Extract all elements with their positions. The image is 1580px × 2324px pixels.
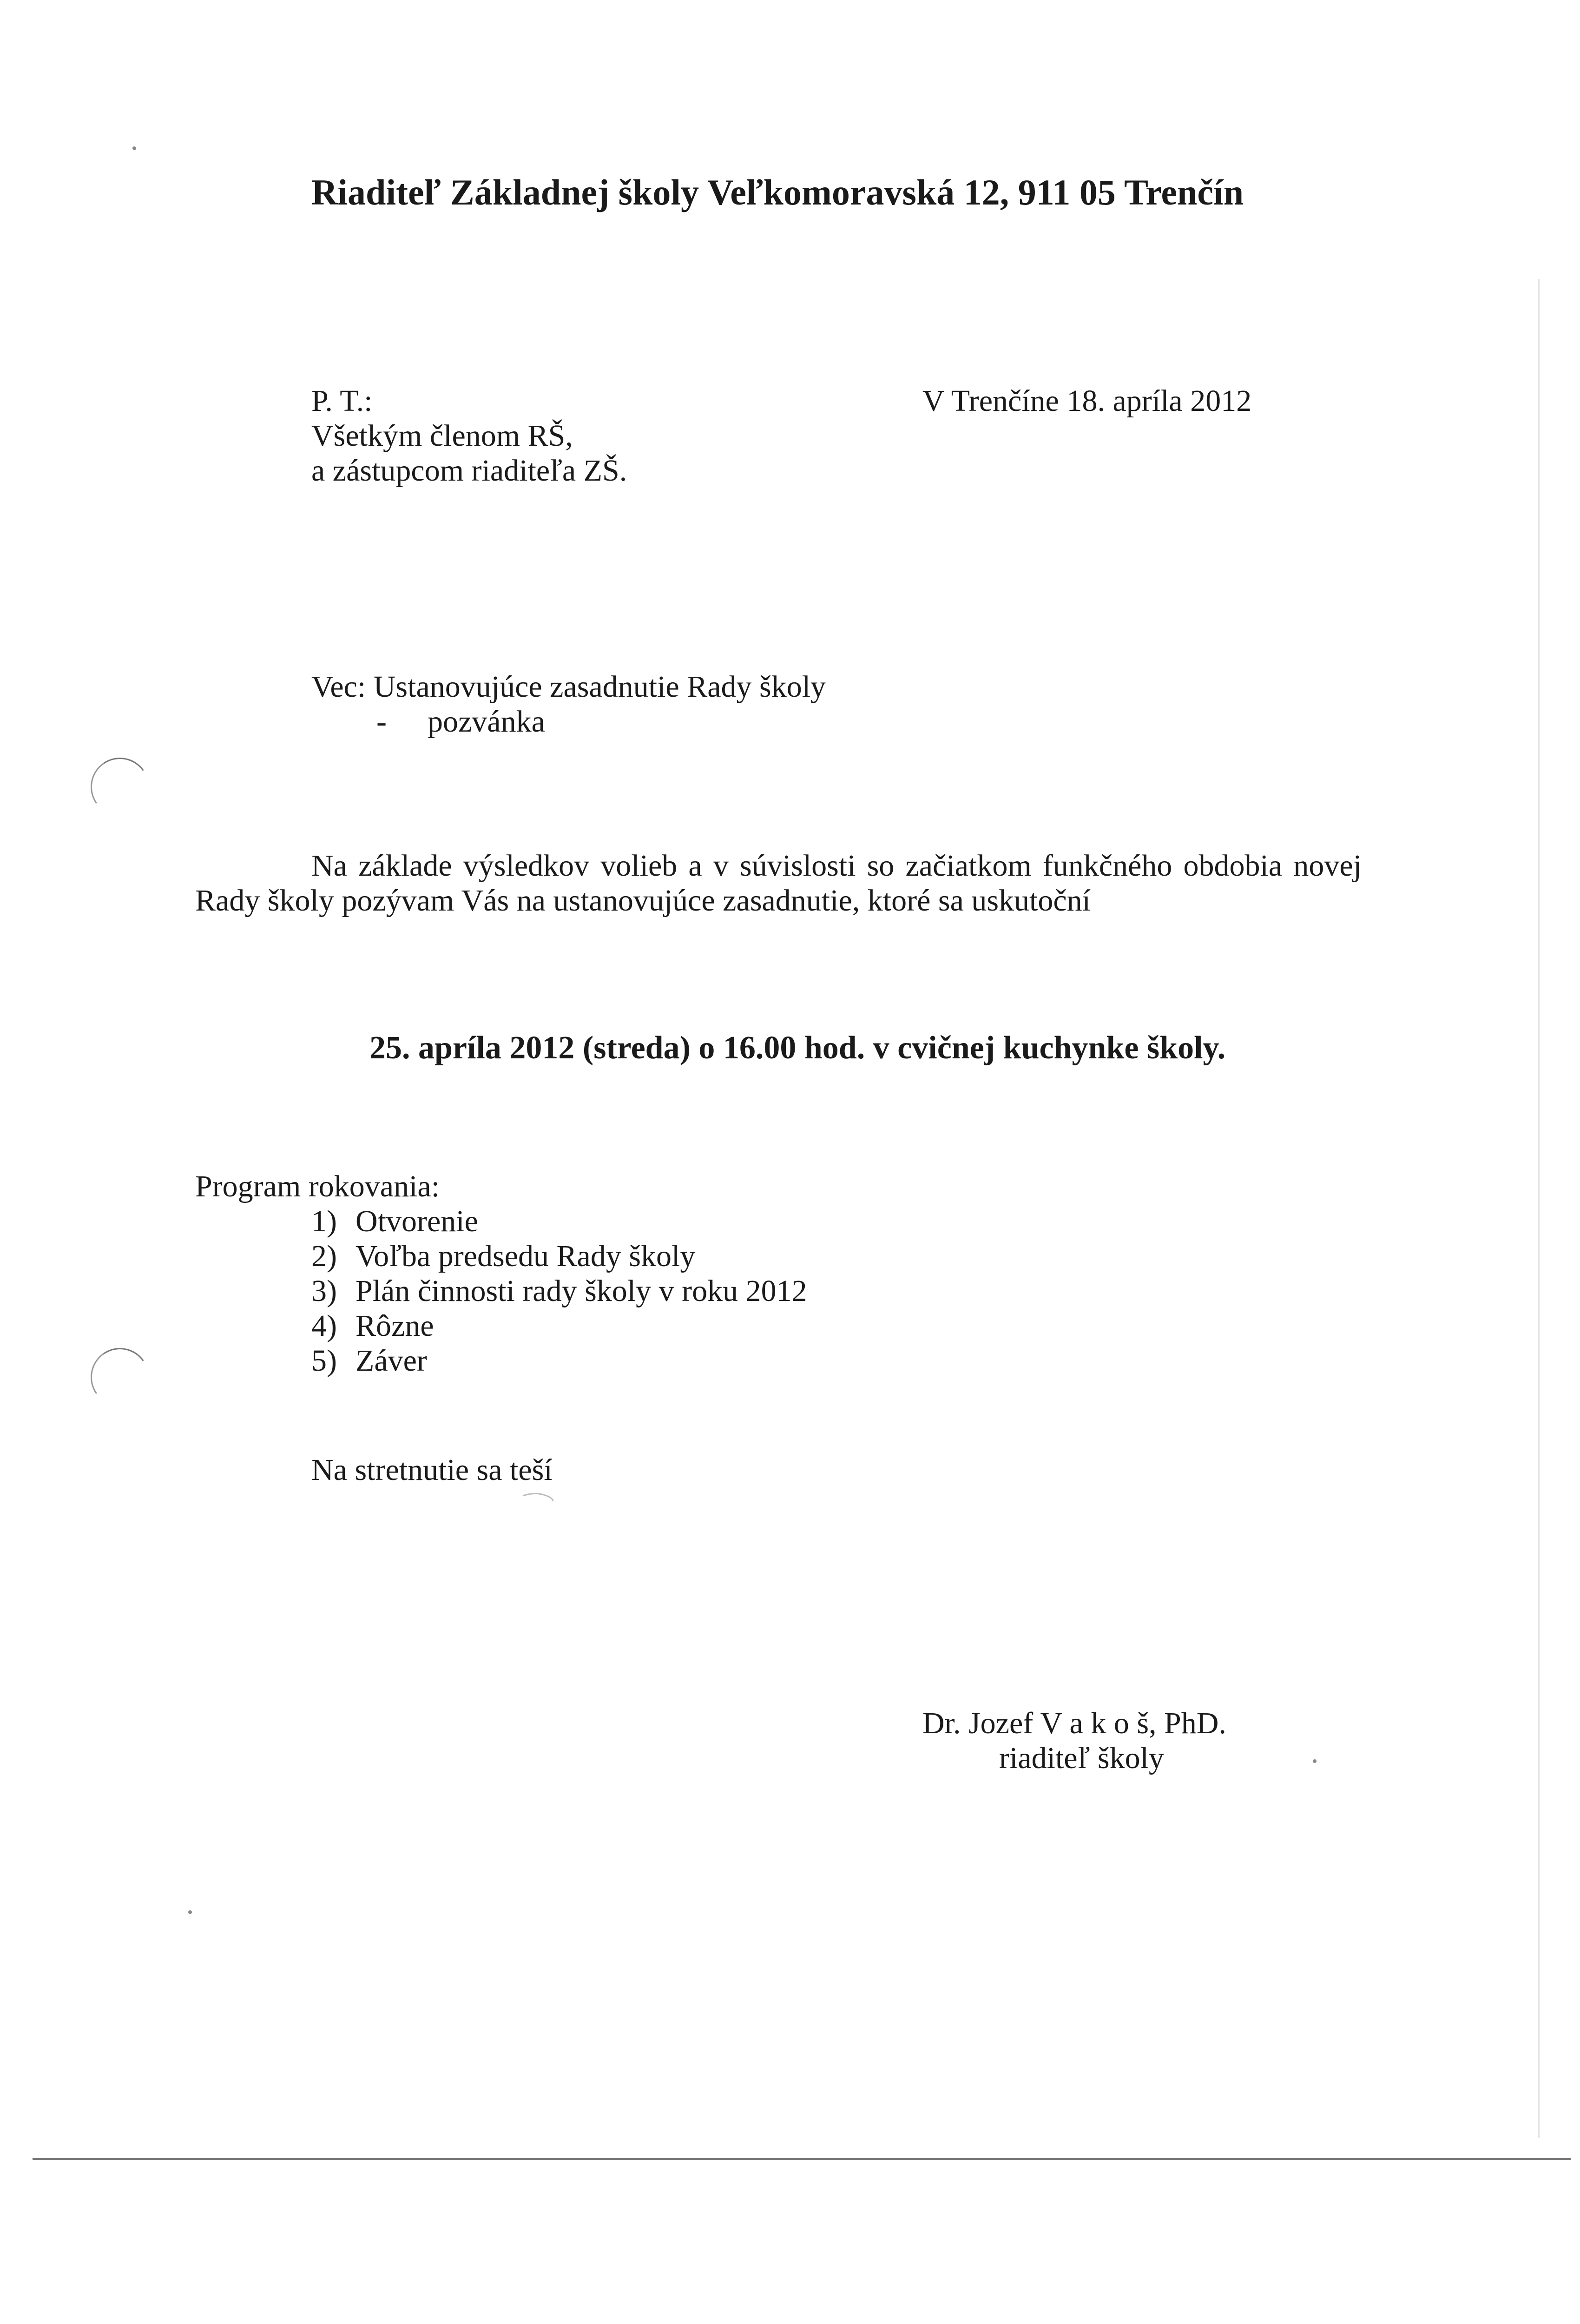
subject-dash: - [376,705,387,739]
scan-speck [188,1910,192,1914]
program-item-miscellaneous: Rôzne [356,1309,434,1343]
subject-invitation: pozvánka [428,705,545,739]
program-item-number: 3) [311,1274,337,1308]
subject-line: Vec: Ustanovujúce zasadnutie Rady školy [311,670,826,704]
body-paragraph-line-2: Rady školy pozývam Vás na ustanovujúce zasadnutie, ktoré sa uskutoční [195,884,1091,918]
program-item-number: 4) [311,1309,337,1343]
punch-hole-mark [86,1343,154,1411]
page-bottom-edge [33,2158,1571,2160]
program-item-number: 1) [311,1204,337,1238]
document-heading: Riaditeľ Základnej školy Veľkomoravská 12, 911 05 Trenčín [311,172,1244,212]
signature-role: riaditeľ školy [999,1741,1164,1775]
body-paragraph-line-1: Na základe výsledkov volieb a v súvislosti so začiatkom funkčného obdobia novej [311,849,1362,883]
addressee-line-1: P. T.: [311,384,373,418]
addressee-line-2: Všetkým členom RŠ, [311,419,573,453]
scan-speck [1313,1759,1317,1763]
punch-hole-mark [86,753,154,821]
pen-mark [520,1487,576,1506]
scan-edge-line [1538,279,1540,2138]
program-item-activity-plan: Plán činnosti rady školy v roku 2012 [356,1274,807,1308]
closing-line: Na stretnutie sa teší [311,1453,553,1487]
program-item-number: 5) [311,1344,337,1378]
date-place: V Trenčíne 18. apríla 2012 [922,384,1252,418]
program-item-conclusion: Záver [356,1344,427,1378]
addressee-line-3: a zástupcom riaditeľa ZŠ. [311,454,627,488]
signature-name: Dr. Jozef V a k o š, PhD. [922,1706,1226,1740]
meeting-info: 25. apríla 2012 (streda) o 16.00 hod. v cvičnej kuchynke školy. [369,1030,1226,1066]
program-item-chair-election: Voľba predsedu Rady školy [356,1239,696,1273]
program-item-number: 2) [311,1239,337,1273]
program-heading: Program rokovania: [195,1169,440,1203]
scan-speck [132,146,136,150]
program-item-opening: Otvorenie [356,1204,478,1238]
